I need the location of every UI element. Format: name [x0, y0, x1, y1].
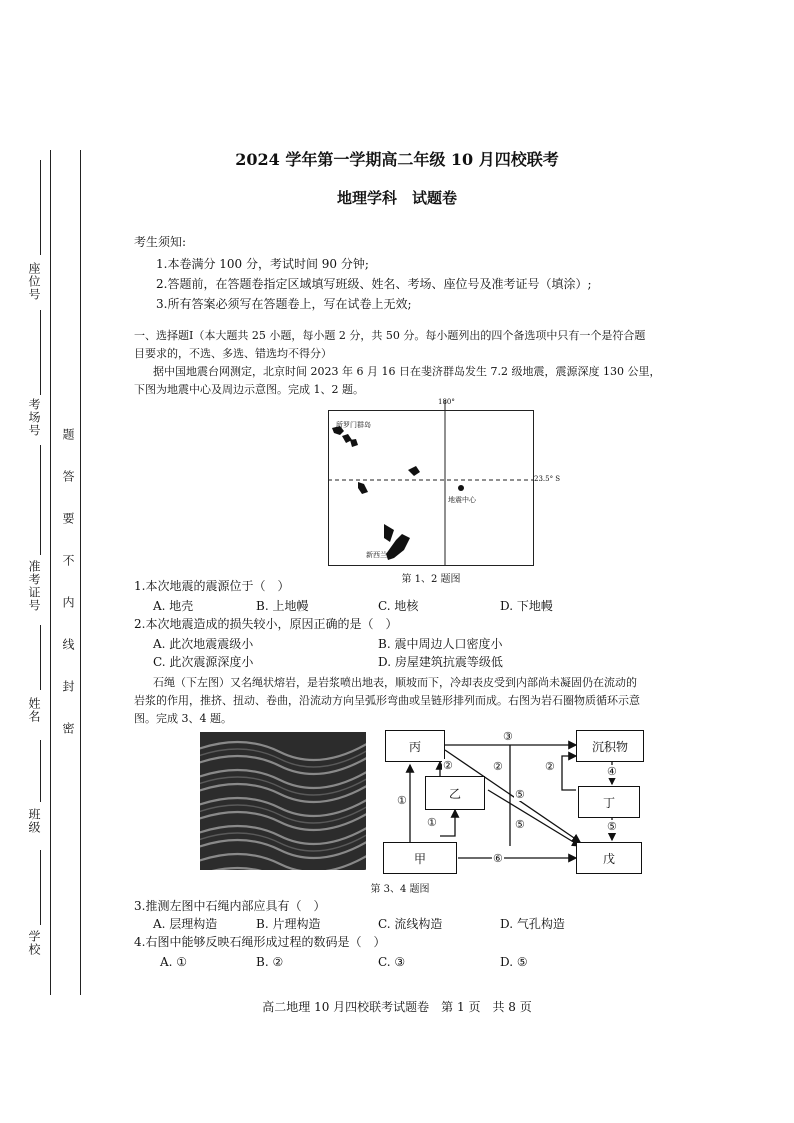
- page-footer: 高二地理 10 月四校联考试题卷 第 1 页 共 8 页: [262, 1000, 532, 1014]
- q4-option-c: C. ③: [378, 955, 406, 969]
- q4-stem: 4.右图中能够反映石绳形成过程的数码是（ ）: [134, 935, 386, 949]
- class-label: 班级: [27, 808, 41, 834]
- name-label: 姓名: [27, 697, 41, 723]
- rope-lava-photo: [200, 732, 366, 870]
- q2-option-a: A. 此次地震震级小: [153, 637, 254, 651]
- seal-char: 答: [61, 470, 75, 483]
- seat-number-label: 座位号: [27, 262, 41, 301]
- process-number: ⑤: [607, 820, 617, 833]
- q2-option-c: C. 此次震源深度小: [153, 655, 254, 669]
- q2-option-d: D. 房屋建筑抗震等级低: [378, 655, 503, 669]
- q1-option-d: D. 下地幔: [500, 599, 553, 613]
- earthquake-map: [328, 398, 561, 566]
- epicenter-dot: [458, 485, 464, 491]
- q1-stem: 1.本次地震的震源位于（ ）: [134, 579, 290, 593]
- section-heading-cont: 目要求的，不选、多选、错选均不得分）: [134, 347, 332, 360]
- seal-char: 题: [61, 428, 75, 441]
- passage-text: 下图为地震中心及周边示意图。完成 1、2 题。: [134, 383, 364, 396]
- passage-text: 岩浆的作用，推挤、扭动、卷曲，沿流动方向呈弧形弯曲或呈链形排列而成。右图为岩石圈物质循环示意: [134, 694, 640, 707]
- section-heading: 一、选择题Ⅰ（本大题共 25 小题，每小题 2 分，共 50 分。每小题列出的四个备选项中只有一个是符合题: [134, 329, 646, 342]
- q2-stem: 2.本次地震造成的损失较小，原因正确的是（ ）: [134, 617, 398, 631]
- process-number: ⑤: [515, 788, 525, 801]
- map-caption: 第 1、2 题图: [401, 574, 461, 585]
- process-number: ①: [427, 816, 437, 829]
- process-number: ⑥: [493, 852, 503, 865]
- map-island-label-top: 所罗门群岛: [336, 421, 371, 429]
- passage-text: 石绳（下左图）又名绳状熔岩，是岩浆喷出地表，顺坡而下，冷却表皮受到内部尚未凝固仍在流动的: [153, 676, 637, 689]
- process-number: ①: [397, 794, 407, 807]
- box-ding: 丁: [578, 786, 640, 818]
- page-subtitle: 地理学科 试题卷: [336, 189, 457, 207]
- seal-char: 线: [61, 638, 75, 651]
- q3-option-a: A. 层理构造: [153, 917, 218, 931]
- school-label: 学校: [27, 930, 41, 956]
- box-yi: 乙: [425, 776, 485, 810]
- map-lat-label: 23.5° S: [534, 475, 561, 483]
- map-epicenter-label: 地震中心: [448, 496, 476, 504]
- q1-option-b: B. 上地幔: [256, 599, 309, 613]
- cycle-caption: 第 3、4 题图: [370, 884, 430, 895]
- box-chenjiwu: 沉积物: [576, 730, 644, 762]
- map-lon-label: 180°: [438, 398, 455, 406]
- process-number: ④: [607, 765, 617, 778]
- seal-char: 封: [61, 680, 75, 693]
- notice-item: 3.所有答案必须写在答题卷上，写在试卷上无效;: [156, 297, 412, 311]
- admission-number-label: 准考证号: [27, 560, 41, 612]
- process-number: ②: [545, 760, 555, 773]
- notice-heading: 考生须知:: [134, 235, 187, 249]
- q4-option-a: A. ①: [160, 955, 188, 969]
- notice-item: 2.答题前，在答题卷指定区域填写班级、姓名、考场、座位号及准考证号（填涂）;: [156, 277, 592, 291]
- notice-item: 1.本卷满分 100 分，考试时间 90 分钟;: [156, 257, 369, 271]
- page-title: 2024 学年第一学期高二年级 10 月四校联考: [235, 150, 559, 169]
- q1-option-c: C. 地核: [378, 599, 419, 613]
- q1-option-a: A. 地壳: [153, 599, 194, 613]
- process-number: ②: [493, 760, 503, 773]
- box-jia: 甲: [383, 842, 457, 874]
- seal-char: 要: [61, 512, 75, 525]
- q3-option-b: B. 片理构造: [256, 917, 321, 931]
- box-wu: 戊: [576, 842, 642, 874]
- process-number: ②: [443, 759, 453, 772]
- rope-lava-texture: [200, 732, 366, 870]
- map-island-label-bottom: 新西兰: [366, 551, 387, 559]
- exam-room-label: 考场号: [27, 398, 41, 437]
- process-number: ③: [503, 730, 513, 743]
- process-number: ⑤: [515, 818, 525, 831]
- q3-option-c: C. 流线构造: [378, 917, 443, 931]
- seal-char: 密: [61, 722, 75, 735]
- seal-char: 内: [61, 596, 75, 609]
- seal-char: 不: [61, 554, 75, 567]
- passage-text: 图。完成 3、4 题。: [134, 712, 232, 725]
- box-bing: 丙: [385, 730, 445, 762]
- q3-option-d: D. 气孔构造: [500, 917, 565, 931]
- passage-text: 据中国地震台网测定，北京时间 2023 年 6 月 16 日在斐济群岛发生 7.2 级地震，震源深度 130 公里，: [153, 365, 661, 378]
- rock-cycle-diagram: [380, 728, 645, 878]
- q4-option-b: B. ②: [256, 955, 284, 969]
- q4-option-d: D. ⑤: [500, 955, 528, 969]
- q3-stem: 3.推测左图中石绳内部应具有（ ）: [134, 899, 326, 913]
- q2-option-b: B. 震中周边人口密度小: [378, 637, 503, 651]
